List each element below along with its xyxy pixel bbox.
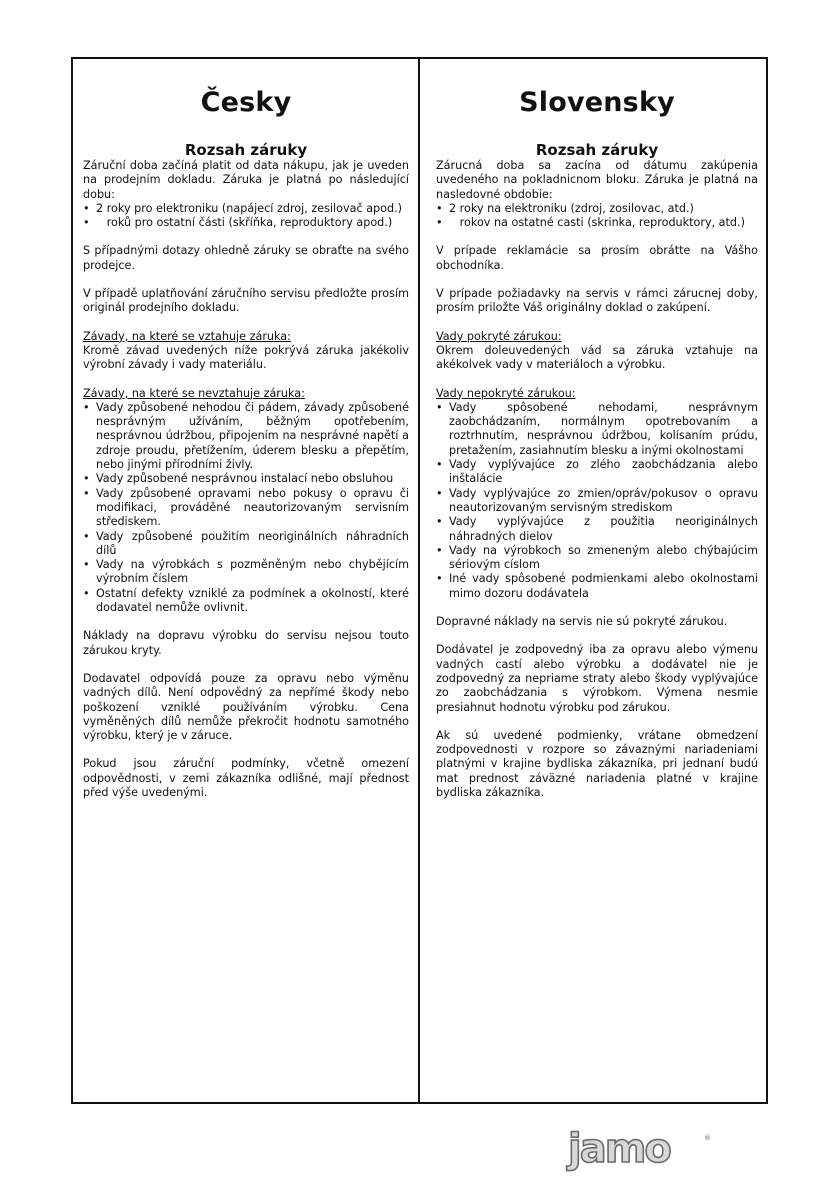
list-item: • Vady vyplývajúce zo zmien/opráv/pokusov o opravu neautorizovaným servisným strediskom bbox=[436, 486, 758, 514]
list-item: • Vady vyplývajúce zo zlého zaobchádzania alebo inštalácie bbox=[436, 458, 758, 486]
czech-local-law: Pokud jsou záruční podmínky, včetně omezení odpovědnosti, v zemi zákazníka odlišné, mají přednost před výše uvedenými. bbox=[83, 757, 409, 799]
czech-covered-section bbox=[83, 330, 409, 373]
list-item: • Vady způsobené opravami nebo pokusy o opravu či modifikaci, prováděné neautorizovaným servisním střediskem. bbox=[83, 486, 409, 529]
list-item: • Vady na výrobkoch so zmeneným alebo chýbajúcim sériovým císlom bbox=[436, 543, 758, 572]
slovak-warranty-heading: Rozsah záruky bbox=[535, 141, 659, 159]
list-item: • roků pro ostatní části (skříňka, reproduktory apod.) bbox=[83, 216, 393, 230]
czech-periods-list bbox=[83, 202, 409, 231]
slovak-contact: V prípade reklamácie sa prosím obrátte na Vášho obchodníka. bbox=[436, 244, 758, 272]
slovak-service: V prípade požiadavky na servis v rámci zárucnej doby, prosím priložte Váš originálny doklad o zakúpení. bbox=[436, 287, 758, 315]
list-item: • Vady vyplývajúce z použitia neoriginálnych náhradných dielov bbox=[436, 515, 758, 543]
czech-covered-title: Závady, na které se vztahuje záruka: bbox=[83, 329, 291, 343]
jamo-logo-text: jamo bbox=[568, 1126, 670, 1172]
czech-covered-text: Kromě závad uvedených níže pokrývá záruka jakékoliv výrobní závady i vady materiálu. bbox=[83, 343, 409, 372]
czech-not-covered-section bbox=[83, 387, 409, 616]
list-item: • Vady způsobené nehodou či pádem, závady způsobené nesprávným užíváním, běžným opotřebením, nesprávnou údržbou, připojením na nesprávné napětí a zdroje proudu, přetížením, úderem blesku a přepětím, nebo jinými přírodními živly. bbox=[83, 400, 409, 472]
czech-warranty-heading: Rozsah záruky bbox=[184, 141, 308, 159]
list-item: • Vady spôsobené nehodami, nesprávnym zaobchádzaním, normálnym opotrebovaním a roztrhnutím, nesprávnou údržbou, kolísaním prúdu, pretažením, zasiahnutím blesku a inými okolnostami bbox=[436, 400, 758, 457]
slovak-not-covered-list bbox=[436, 401, 758, 601]
czech-not-covered-list bbox=[83, 401, 409, 615]
slovak-not-covered-section bbox=[436, 387, 758, 601]
list-item: • Vady způsobené použitím neoriginálních náhradních dílů bbox=[83, 529, 409, 557]
list-item: • 2 roky pro elektroniku (napájecí zdroj, zesilovač apod.) bbox=[83, 201, 403, 215]
czech-contact: S případnými dotazy ohledně záruky se obraťte na svého prodejce. bbox=[83, 244, 409, 272]
slovak-local-law: Ak sú uvedené podmienky, vrátane obmedzení zodpovednosti v rozpore so závaznými nariadeniami platnými v krajine bydliska zákazníka, pri jednaní budú mat prednost záväzné nariadenia platné v krajine bydliska zákazníka. bbox=[436, 728, 758, 799]
czech-column bbox=[73, 59, 420, 1102]
jamo-logo bbox=[568, 1126, 711, 1172]
czech-intro: Záruční doba začíná platit od data nákupu, jak je uveden na prodejním dokladu. Záruka je platná po následující dobu: bbox=[83, 159, 409, 201]
warranty-table bbox=[71, 57, 768, 1104]
slovak-covered-title: Vady pokryté zárukou: bbox=[436, 329, 562, 343]
slovak-column bbox=[420, 59, 766, 1102]
czech-service: V případě uplatňování záručního servisu předložte prosím originál prodejního dokladu. bbox=[83, 287, 409, 315]
czech-transport: Náklady na dopravu výrobku do servisu nejsou touto zárukou kryty. bbox=[83, 629, 409, 657]
list-item: • rokov na ostatné casti (skrinka, reproduktory, atd.) bbox=[436, 216, 745, 230]
list-item: • Vady na výrobkách s pozměněným nebo chybějícím výrobním číslem bbox=[83, 558, 409, 586]
czech-not-covered-title: Závady, na které se nevztahuje záruka: bbox=[83, 386, 305, 400]
slovak-covered-text: Okrem doleuvedených vád sa záruka vztahuje na akékolvek vady v materiáloch a výrobku. bbox=[436, 343, 758, 372]
list-item: • 2 roky na elektroniku (zdroj, zosilovac, atd.) bbox=[436, 201, 694, 215]
list-item: • Vady způsobené nesprávnou instalací nebo obsluhou bbox=[83, 472, 394, 486]
slovak-periods-list bbox=[436, 202, 758, 231]
slovak-title: Slovensky bbox=[519, 87, 675, 118]
registered-mark: ® bbox=[704, 1134, 711, 1142]
list-item: • Ostatní defekty vzniklé za podmínek a okolností, které dodavatel nemůže ovlivnit. bbox=[83, 586, 409, 615]
slovak-transport: Dopravné náklady na servis nie sú pokryté zárukou. bbox=[436, 615, 728, 629]
slovak-liability: Dodávatel je zodpovedný iba za opravu alebo výmenu vadných castí alebo výrobku a dodávatel nie je zodpovedný za nepriame straty alebo škody vyplývajúce zo zaobchádzania s výrobkom. Výmena nesmie presiahnut hodnotu výrobku pod zárukou. bbox=[436, 643, 758, 714]
list-item: • Iné vady spôsobené podmienkami alebo okolnostami mimo dozoru dodávatela bbox=[436, 572, 758, 600]
slovak-intro: Zárucná doba sa zacína od dátumu zakúpenia uvedeného na pokladnicnom bloku. Záruka je platná na nasledovné obdobie: bbox=[436, 159, 758, 201]
slovak-not-covered-title: Vady nepokryté zárukou: bbox=[436, 386, 576, 400]
czech-title: Česky bbox=[200, 87, 292, 118]
czech-liability: Dodavatel odpovídá pouze za opravu nebo výměnu vadných dílů. Není odpovědný za nepřímé škody nebo poškození vzniklé používáním výrobku. Cena vyměněných dílů nemůže překročit hodnotu samotného výrobku, který je v záruce. bbox=[83, 671, 409, 743]
slovak-covered-section bbox=[436, 330, 758, 373]
